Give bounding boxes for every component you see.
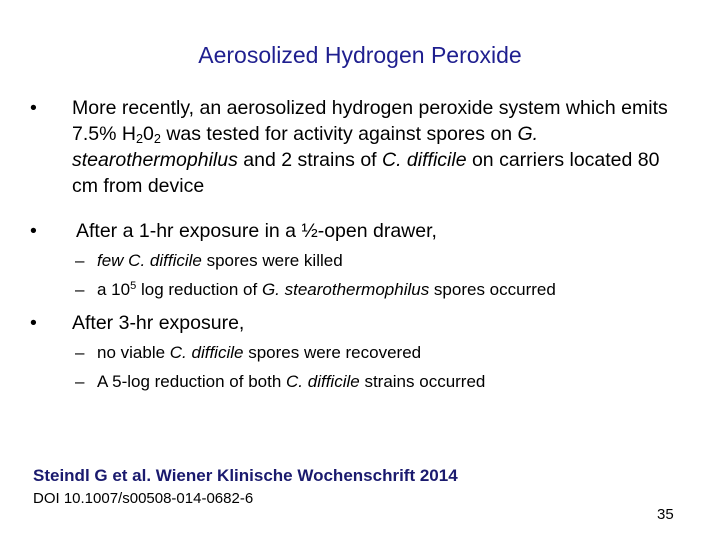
sub-bullet-text-2 [97, 279, 556, 301]
bullet-mark: • [30, 97, 37, 119]
species-name: C. difficile [382, 149, 467, 171]
species-name: few C. difficile [97, 251, 202, 270]
species-name: C. difficile [169, 343, 244, 362]
text-run: log reduction of [136, 280, 262, 299]
bullet-mark: • [30, 220, 37, 242]
sub-bullet-2 [75, 279, 556, 301]
species-name: G. stearothermophilus [72, 123, 539, 171]
text-run: was tested for activity against spores on [160, 123, 518, 145]
text-run: spores were recovered [243, 343, 422, 362]
page-number: 35 [657, 506, 674, 523]
sub-bullet-1 [75, 250, 343, 272]
bullet-item-3 [30, 310, 690, 336]
bullet-item-1 [30, 95, 690, 199]
text-run: a 10 [97, 280, 131, 299]
bullet-text-3: After 3-hr exposure, [72, 312, 245, 334]
text-run: spores were killed [201, 251, 343, 270]
sub-bullet-3 [75, 342, 421, 364]
text-run: A 5-log reduction of both [97, 372, 287, 391]
bullet-text-1 [72, 95, 690, 199]
dash-mark: – [75, 251, 85, 270]
subscript: 2 [135, 132, 143, 146]
slide-title: Aerosolized Hydrogen Peroxide [198, 42, 522, 68]
text-run: on carriers located 80 cm from device [72, 149, 660, 197]
sub-bullet-text-1 [97, 250, 343, 272]
superscript: 5 [130, 280, 137, 292]
sub-bullet-text-4 [97, 371, 485, 393]
text-run: 0 [143, 123, 154, 145]
species-name: G. stearothermophilus [261, 280, 430, 299]
subscript: 2 [153, 132, 161, 146]
sub-bullet-text-3 [97, 342, 421, 364]
dash-mark: – [75, 372, 85, 391]
citation: Steindl G et al. Wiener Klinische Wochenschrift 2014 [33, 466, 458, 485]
doi-reference: DOI 10.1007/s00508-014-0682-6 [33, 490, 254, 507]
sub-bullet-4 [75, 371, 485, 393]
text-run: spores occurred [429, 280, 556, 299]
species-name: C. difficile [286, 372, 360, 391]
text-run: no viable [97, 343, 170, 362]
bullet-item-2 [30, 218, 690, 244]
dash-mark: – [75, 343, 85, 362]
text-run: More recently, an aerosolized hydrogen peroxide system which emits 7.5% H [72, 97, 668, 145]
text-run: strains occurred [359, 372, 486, 391]
bullet-text-2: After a 1-hr exposure in a ½-open drawer, [76, 220, 437, 242]
dash-mark: – [75, 280, 85, 299]
text-run: and 2 strains of [237, 149, 383, 171]
bullet-mark: • [30, 312, 37, 334]
